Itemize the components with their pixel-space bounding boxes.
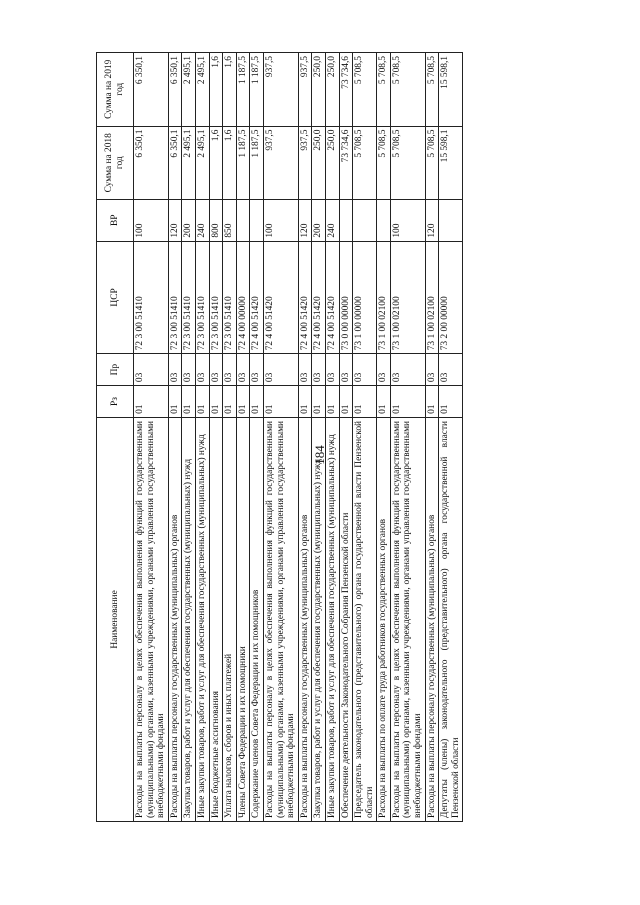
cell-vr: 850 xyxy=(223,200,237,242)
cell-sum-2019: 1 187,5 xyxy=(236,53,250,127)
cell-name: Расходы на выплаты по оплате труда работников государственных органов xyxy=(377,417,391,821)
cell-name: Расходы на выплаты персоналу в целях обеспечения выполнения функций государственными (муниципальными) органами, казенными учреждениями, органами управления государственными внебюджетными фондами xyxy=(263,417,298,821)
cell-rz: 01 xyxy=(168,386,182,418)
cell-sum-2018: 6 350,1 xyxy=(134,126,169,199)
cell-csr: 73 0 00 00000 xyxy=(339,241,353,354)
header-name: Наименование xyxy=(97,417,134,821)
cell-vr xyxy=(250,200,264,242)
cell-rz: 01 xyxy=(390,386,425,418)
cell-sum-2019: 6 350,1 xyxy=(134,53,169,127)
table-row xyxy=(209,53,223,822)
cell-vr xyxy=(236,200,250,242)
cell-pr: 03 xyxy=(439,354,463,386)
cell-pr: 03 xyxy=(195,354,209,386)
table-row xyxy=(134,53,169,822)
cell-pr: 03 xyxy=(298,354,312,386)
cell-pr: 03 xyxy=(425,354,439,386)
cell-sum-2019: 73 734,6 xyxy=(339,53,353,127)
cell-name: Иные бюджетные ассигнования xyxy=(209,417,223,821)
cell-rz: 01 xyxy=(325,386,339,418)
cell-rz: 01 xyxy=(312,386,326,418)
cell-vr: 800 xyxy=(209,200,223,242)
cell-pr: 03 xyxy=(353,354,377,386)
cell-name: Расходы на выплаты персоналу в целях обеспечения выполнения функций государственными (муниципальными) органами, казенными учреждениями, органами управления государственными внебюджетными фондами xyxy=(390,417,425,821)
cell-sum-2018: 15 598,1 xyxy=(439,126,463,199)
cell-pr: 03 xyxy=(182,354,196,386)
cell-rz: 01 xyxy=(134,386,169,418)
table-row xyxy=(250,53,264,822)
cell-sum-2019: 250,0 xyxy=(325,53,339,127)
page-number: 184 xyxy=(312,445,327,465)
cell-vr: 240 xyxy=(325,200,339,242)
cell-sum-2019: 5 708,5 xyxy=(425,53,439,127)
cell-name: Закупка товаров, работ и услуг для обеспечения государственных (муниципальных) нужд xyxy=(182,417,196,821)
cell-csr: 72 3 00 51410 xyxy=(168,241,182,354)
cell-rz: 01 xyxy=(182,386,196,418)
cell-sum-2019: 1,6 xyxy=(209,53,223,127)
cell-rz: 01 xyxy=(223,386,237,418)
cell-sum-2018: 1 187,5 xyxy=(250,126,264,199)
cell-sum-2018: 250,0 xyxy=(312,126,326,199)
cell-name: Расходы на выплаты персоналу государственных (муниципальных) органов xyxy=(168,417,182,821)
cell-csr: 72 3 00 51410 xyxy=(209,241,223,354)
cell-vr: 200 xyxy=(182,200,196,242)
table-row xyxy=(353,53,377,822)
cell-name: Расходы на выплаты персоналу государственных (муниципальных) органов xyxy=(298,417,312,821)
table-body xyxy=(134,53,463,822)
cell-sum-2018: 250,0 xyxy=(325,126,339,199)
cell-vr: 120 xyxy=(425,200,439,242)
cell-sum-2019: 2 495,1 xyxy=(195,53,209,127)
cell-sum-2018: 5 708,5 xyxy=(390,126,425,199)
header-sum-2019: Сумма на 2019 год xyxy=(97,53,134,127)
cell-sum-2018: 5 708,5 xyxy=(425,126,439,199)
cell-vr xyxy=(439,200,463,242)
cell-vr: 100 xyxy=(390,200,425,242)
cell-sum-2019: 2 495,1 xyxy=(182,53,196,127)
cell-pr: 03 xyxy=(223,354,237,386)
cell-vr: 120 xyxy=(168,200,182,242)
cell-sum-2019: 5 708,5 xyxy=(377,53,391,127)
cell-csr: 73 1 00 02100 xyxy=(425,241,439,354)
cell-sum-2018: 937,5 xyxy=(263,126,298,199)
cell-sum-2019: 1,6 xyxy=(223,53,237,127)
table-row xyxy=(223,53,237,822)
cell-rz: 01 xyxy=(263,386,298,418)
cell-vr xyxy=(339,200,353,242)
header-sum-2018: Сумма на 2018 год xyxy=(97,126,134,199)
cell-csr: 72 4 00 51420 xyxy=(325,241,339,354)
budget-table xyxy=(96,52,463,822)
cell-name: Иные закупки товаров, работ и услуг для обеспечения государственных (муниципальных) нужд xyxy=(325,417,339,821)
table-row xyxy=(312,53,326,822)
cell-vr xyxy=(353,200,377,242)
cell-csr: 72 3 00 51410 xyxy=(182,241,196,354)
table-row xyxy=(339,53,353,822)
cell-name: Депутаты (члены) законодательного (представительного) органа государственной власти Пензенской области xyxy=(439,417,463,821)
cell-rz: 01 xyxy=(353,386,377,418)
cell-sum-2019: 15 598,1 xyxy=(439,53,463,127)
cell-csr: 73 1 00 02100 xyxy=(390,241,425,354)
cell-name: Иные закупки товаров, работ и услуг для обеспечения государственных (муниципальных) нужд xyxy=(195,417,209,821)
cell-name: Расходы на выплаты персоналу в целях обеспечения выполнения функций государственными (муниципальными) органами, казенными учреждениями, органами управления государственными внебюджетными фондами xyxy=(134,417,169,821)
table-row xyxy=(168,53,182,822)
cell-csr: 72 3 00 51410 xyxy=(223,241,237,354)
cell-pr: 03 xyxy=(263,354,298,386)
cell-pr: 03 xyxy=(168,354,182,386)
cell-sum-2019: 250,0 xyxy=(312,53,326,127)
cell-name: Председатель законодательного (представительного) органа государственной власти Пензенской области xyxy=(353,417,377,821)
cell-vr: 200 xyxy=(312,200,326,242)
cell-name: Закупка товаров, работ и услуг для обеспечения государственных (муниципальных) нужд xyxy=(312,417,326,821)
cell-sum-2018: 1,6 xyxy=(209,126,223,199)
cell-vr: 100 xyxy=(134,200,169,242)
cell-name: Уплата налогов, сборов и иных платежей xyxy=(223,417,237,821)
cell-csr: 72 4 00 00000 xyxy=(236,241,250,354)
cell-sum-2019: 937,5 xyxy=(263,53,298,127)
cell-vr xyxy=(377,200,391,242)
cell-rz: 01 xyxy=(425,386,439,418)
table-row xyxy=(390,53,425,822)
table-row xyxy=(236,53,250,822)
cell-rz: 01 xyxy=(439,386,463,418)
cell-rz: 01 xyxy=(377,386,391,418)
cell-csr: 72 4 00 51420 xyxy=(250,241,264,354)
table-row xyxy=(298,53,312,822)
cell-csr: 72 4 00 51420 xyxy=(263,241,298,354)
cell-csr: 72 3 00 51410 xyxy=(134,241,169,354)
cell-csr: 72 4 00 51420 xyxy=(312,241,326,354)
cell-pr: 03 xyxy=(339,354,353,386)
table-row xyxy=(263,53,298,822)
cell-vr: 100 xyxy=(263,200,298,242)
cell-rz: 01 xyxy=(236,386,250,418)
cell-pr: 03 xyxy=(236,354,250,386)
cell-sum-2019: 937,5 xyxy=(298,53,312,127)
cell-vr: 120 xyxy=(298,200,312,242)
cell-vr: 240 xyxy=(195,200,209,242)
cell-csr: 72 4 00 51420 xyxy=(298,241,312,354)
cell-sum-2018: 6 350,1 xyxy=(168,126,182,199)
table-row xyxy=(325,53,339,822)
table-row xyxy=(377,53,391,822)
cell-pr: 03 xyxy=(390,354,425,386)
cell-rz: 01 xyxy=(298,386,312,418)
cell-sum-2019: 1 187,5 xyxy=(250,53,264,127)
cell-rz: 01 xyxy=(250,386,264,418)
cell-sum-2018: 2 495,1 xyxy=(182,126,196,199)
cell-name: Обеспечение деятельности Законодательного Собрания Пензенской области xyxy=(339,417,353,821)
cell-sum-2018: 5 708,5 xyxy=(377,126,391,199)
cell-sum-2018: 2 495,1 xyxy=(195,126,209,199)
cell-name: Члены Совета Федерации и их помощники xyxy=(236,417,250,821)
header-rz: Рз xyxy=(97,386,134,418)
cell-pr: 03 xyxy=(325,354,339,386)
header-csr: ЦСР xyxy=(97,241,134,354)
cell-pr: 03 xyxy=(134,354,169,386)
cell-csr: 73 1 00 02100 xyxy=(377,241,391,354)
cell-sum-2018: 1,6 xyxy=(223,126,237,199)
cell-rz: 01 xyxy=(339,386,353,418)
cell-rz: 01 xyxy=(209,386,223,418)
cell-pr: 03 xyxy=(250,354,264,386)
cell-sum-2018: 937,5 xyxy=(298,126,312,199)
cell-name: Расходы на выплаты персоналу государственных (муниципальных) органов xyxy=(425,417,439,821)
cell-sum-2019: 5 708,5 xyxy=(390,53,425,127)
table-header-row xyxy=(97,53,134,822)
table-row xyxy=(439,53,463,822)
header-vr: ВР xyxy=(97,200,134,242)
budget-table-rotated xyxy=(96,52,572,822)
cell-csr: 73 2 00 00000 xyxy=(439,241,463,354)
table-row xyxy=(425,53,439,822)
cell-pr: 03 xyxy=(209,354,223,386)
cell-sum-2019: 5 708,5 xyxy=(353,53,377,127)
cell-rz: 01 xyxy=(195,386,209,418)
table-row xyxy=(195,53,209,822)
cell-csr: 72 3 00 51410 xyxy=(195,241,209,354)
cell-sum-2018: 1 187,5 xyxy=(236,126,250,199)
table-row xyxy=(182,53,196,822)
cell-pr: 03 xyxy=(377,354,391,386)
header-pr: Пр xyxy=(97,354,134,386)
cell-name: Содержание членов Совета Федерации и их помощников xyxy=(250,417,264,821)
cell-pr: 03 xyxy=(312,354,326,386)
cell-sum-2019: 6 350,1 xyxy=(168,53,182,127)
cell-csr: 73 1 00 00000 xyxy=(353,241,377,354)
cell-sum-2018: 5 708,5 xyxy=(353,126,377,199)
cell-sum-2018: 73 734,6 xyxy=(339,126,353,199)
